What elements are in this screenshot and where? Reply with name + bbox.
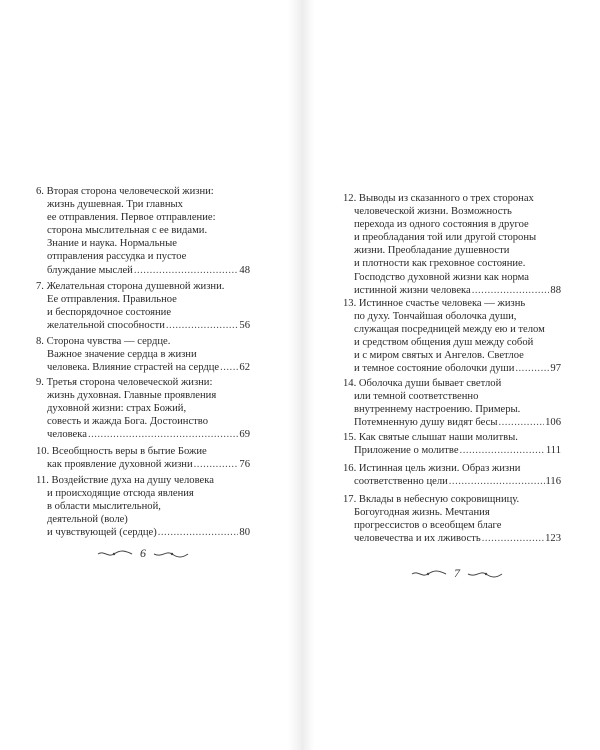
toc-entry [343,462,561,488]
right-ornament-right-icon [466,569,504,579]
toc-page-number: 76 [239,459,250,471]
toc-entry-line: Важное значение сердца в жизни [47,349,197,361]
toc-entry-line [343,416,561,429]
right-ornament-icon [410,569,448,579]
toc-entry-text: соответственно цели [354,476,448,488]
toc-entry-line: и преобладания той или другой стороны [354,232,537,244]
toc-entry-line [343,475,561,488]
toc-entry-line: сторона мыслительная с ее видами. [47,225,208,237]
toc-entry-line: 15. Как святые слышат наши молитвы. [343,432,518,443]
toc-entry-line: отправления рассудка и пустое [47,251,187,263]
toc-entry-line: 6. Вторая сторона человеческой жизни: [36,186,214,197]
dot-leader [166,319,239,332]
toc-entry-line: в области мыслительной, [47,501,161,513]
toc-entry [36,376,250,441]
toc-entry-line: внутреннему настроению. Примеры. [354,404,521,416]
toc-entry-line: или темной соответственно [354,391,479,403]
left-ornament-icon [96,549,134,559]
toc-entry-line: 9. Третья сторона человеческой жизни: [36,377,213,388]
toc-entry-line: 17. Вклады в небесную сокровищницу. [343,494,520,505]
toc-entry-line: прогрессистов о всеобщем благе [354,520,502,532]
toc-entry-line [36,319,250,332]
dot-leader [498,416,544,429]
dot-leader [472,284,550,297]
toc-entry [343,431,561,457]
toc-entry-line [343,532,561,545]
dot-leader [194,458,239,471]
toc-entry-line: 7. Желательная сторона душевной жизни. [36,281,225,292]
dot-leader [482,532,544,545]
toc-entry-line: и средством общения душ между собой [354,337,534,349]
toc-page-number: 80 [239,527,250,539]
toc-entry [343,493,561,545]
toc-entry-line: Господство духовной жизни как норма [354,271,529,283]
toc-entry-text: как проявление духовной жизни [47,459,193,471]
toc-entry-line: и плотности как греховное состояние. [354,258,526,270]
toc-entry-line: жизнь духовная. Главные проявления [47,390,217,402]
toc-entry [36,445,250,471]
toc-entry [343,192,561,297]
toc-entry-text: человека [47,429,87,441]
toc-entry-line: жизни. Преобладание душевности [354,245,510,257]
toc-entry-text: человека. Влияние страстей на сердце [47,362,220,374]
left-ornament-right-icon [152,549,190,559]
left-page-number: 6 [140,546,146,560]
toc-entry [36,474,250,539]
left-page-footer [96,546,190,561]
book-gutter [288,0,314,750]
toc-entry-line: 10. Всеобщность веры в бытие Божие [36,446,207,457]
toc-entry-line [36,458,250,471]
toc-entry-line: человеческой жизни. Возможность [354,206,512,218]
toc-entry [36,335,250,374]
toc-page-number: 88 [550,284,561,296]
toc-entry-text: и темное состояние оболочки души [354,363,515,375]
toc-entry-line: ее отправления. Первое отправление: [47,212,216,224]
dot-leader [158,526,239,539]
toc-entry [343,297,561,376]
toc-entry-text: человечества и их лживость [354,533,481,545]
toc-entry-line: деятельной (воле) [47,514,128,526]
toc-entry-line: 13. Истинное счастье человека — жизнь [343,298,526,309]
toc-entry-line [343,362,561,375]
toc-entry-line: духовной жизни: страх Божий, [47,403,187,415]
toc-entry-line: служащая посредницей между ею и телом [354,324,545,336]
toc-entry-text: Приложение о молитве [354,445,459,457]
toc-entry-line [36,361,250,374]
toc-page-number: 106 [545,417,561,429]
dot-leader [88,428,238,441]
toc-entry-text: Потемненную душу видят бесы [354,417,498,429]
toc-entry-line [343,444,561,457]
right-page-footer [410,566,504,581]
toc-entry-line [36,526,250,539]
dot-leader [134,264,239,277]
toc-entry-line: 11. Воздействие духа на душу человека [36,475,214,486]
toc-entry-line: Ее отправления. Правильное [47,294,177,306]
toc-entry [343,377,561,429]
toc-entry-text: истинной жизни человека [354,284,471,296]
toc-page-number: 69 [239,429,250,441]
toc-page-number: 97 [550,363,561,375]
toc-entry-line: по духу. Тончайшая оболочка души, [354,311,517,323]
toc-entry-line: 8. Сторона чувства — сердце. [36,336,171,347]
right-page-number: 7 [454,566,460,580]
toc-page-number: 56 [239,320,250,332]
toc-entry [36,185,250,277]
toc-entry-line: 14. Оболочка души бывает светлой [343,378,502,389]
dot-leader [515,362,549,375]
toc-page-number: 62 [239,362,250,374]
toc-page-number: 116 [545,476,561,488]
toc-entry-line: совесть и жажда Бога. Достоинство [47,416,209,428]
toc-entry-line: жизнь душевная. Три главных [47,199,183,211]
toc-entry-line: Богоугодная жизнь. Мечтания [354,507,490,519]
toc-entry-line: и с миром святых и Ангелов. Светлое [354,350,524,362]
toc-page-number: 48 [239,264,250,276]
toc-entry-text: блуждание мыслей [47,264,133,276]
toc-entry-line: и происходящие отсюда явления [47,488,194,500]
toc-entry-line: перехода из одного состояния в другое [354,219,529,231]
dot-leader [220,361,238,374]
toc-entry-line [36,428,250,441]
dot-leader [449,475,545,488]
toc-entry-text: и чувствующей (сердце) [47,527,157,539]
toc-entry-text: желательной способности [47,320,165,332]
toc-entry [36,280,250,332]
toc-entry-line: 16. Истинная цель жизни. Образ жизни [343,463,521,474]
toc-entry-line [36,264,250,277]
dot-leader [460,444,545,457]
toc-page-number: 123 [545,533,561,545]
toc-entry-line: и беспорядочное состояние [47,307,172,319]
toc-entry-line [343,284,561,297]
toc-entry-line: 12. Выводы из сказанного о трех сторонах [343,193,534,204]
toc-page-number: 111 [545,445,561,457]
toc-entry-line: Знание и наука. Нормальные [47,238,177,250]
